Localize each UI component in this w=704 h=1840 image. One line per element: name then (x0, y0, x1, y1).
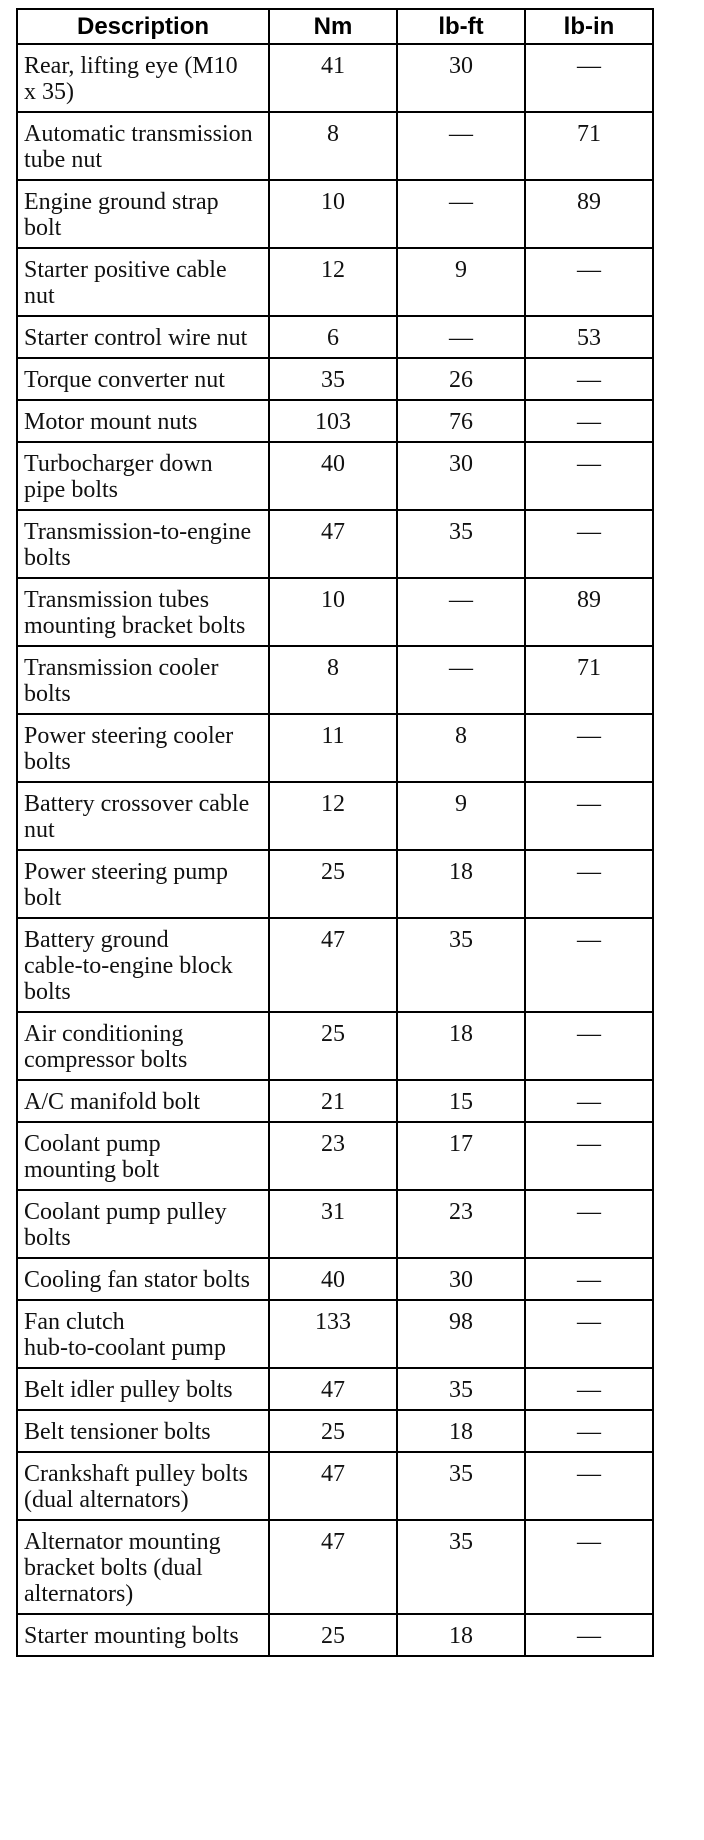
column-header-nm: Nm (269, 9, 397, 44)
nm-cell: 25 (269, 1410, 397, 1452)
description-line: nut (24, 817, 55, 843)
lb-ft-cell: 35 (397, 918, 525, 1012)
lb-in-cell: — (525, 358, 653, 400)
description-line: Coolant pump pulley (24, 1199, 227, 1225)
description-line: Belt tensioner bolts (24, 1419, 211, 1445)
description-cell (17, 714, 269, 782)
lb-ft-cell: 76 (397, 400, 525, 442)
lb-in-cell: 53 (525, 316, 653, 358)
table-row (17, 442, 653, 510)
lb-in-cell: 89 (525, 578, 653, 646)
description-line: Battery ground (24, 927, 169, 953)
nm-cell: 40 (269, 442, 397, 510)
lb-in-cell: — (525, 1122, 653, 1190)
description-line: A/C manifold bolt (24, 1089, 200, 1115)
lb-in-cell: — (525, 442, 653, 510)
nm-cell: 12 (269, 782, 397, 850)
nm-cell: 35 (269, 358, 397, 400)
table-row (17, 248, 653, 316)
lb-in-cell: — (525, 1258, 653, 1300)
description-cell (17, 316, 269, 358)
table-row (17, 1410, 653, 1452)
description-line: compressor bolts (24, 1047, 188, 1073)
lb-ft-cell: — (397, 112, 525, 180)
description-cell (17, 1452, 269, 1520)
description-line: pipe bolts (24, 477, 118, 503)
description-line: bolts (24, 545, 71, 571)
description-line: mounting bracket bolts (24, 613, 246, 639)
nm-cell: 103 (269, 400, 397, 442)
nm-cell: 8 (269, 646, 397, 714)
table-row (17, 1122, 653, 1190)
description-cell (17, 578, 269, 646)
lb-ft-cell: 8 (397, 714, 525, 782)
nm-cell: 25 (269, 1614, 397, 1656)
description-line: bolts (24, 749, 71, 775)
nm-cell: 47 (269, 1368, 397, 1410)
table-row (17, 358, 653, 400)
table-row (17, 850, 653, 918)
table-row (17, 1080, 653, 1122)
lb-in-cell: — (525, 782, 653, 850)
description-line: Rear, lifting eye (M10 (24, 53, 238, 79)
table-row (17, 1520, 653, 1614)
description-cell (17, 44, 269, 112)
lb-in-cell: — (525, 44, 653, 112)
description-line: Power steering pump (24, 859, 228, 885)
description-line: Starter mounting bolts (24, 1623, 239, 1649)
description-line: Fan clutch (24, 1309, 125, 1335)
nm-cell: 6 (269, 316, 397, 358)
nm-cell: 10 (269, 578, 397, 646)
lb-in-cell: — (525, 1300, 653, 1368)
lb-ft-cell: — (397, 646, 525, 714)
description-line: nut (24, 283, 55, 309)
description-cell (17, 646, 269, 714)
description-cell (17, 112, 269, 180)
description-line: Torque converter nut (24, 367, 225, 393)
description-line: tube nut (24, 147, 102, 173)
table-row (17, 112, 653, 180)
lb-ft-cell: 18 (397, 1614, 525, 1656)
description-line: Belt idler pulley bolts (24, 1377, 233, 1403)
lb-in-cell: 89 (525, 180, 653, 248)
lb-ft-cell: 35 (397, 1452, 525, 1520)
lb-ft-cell: 30 (397, 44, 525, 112)
lb-in-cell: — (525, 400, 653, 442)
description-line: Transmission-to-engine (24, 519, 252, 545)
description-line: alternators) (24, 1581, 134, 1607)
description-cell (17, 1122, 269, 1190)
description-line: Power steering cooler (24, 723, 234, 749)
description-cell (17, 1300, 269, 1368)
description-line: (dual alternators) (24, 1487, 189, 1513)
description-line: Battery crossover cable (24, 791, 250, 817)
lb-ft-cell: 23 (397, 1190, 525, 1258)
nm-cell: 41 (269, 44, 397, 112)
lb-ft-cell: — (397, 180, 525, 248)
description-cell (17, 1012, 269, 1080)
lb-ft-cell: — (397, 316, 525, 358)
table-row (17, 714, 653, 782)
lb-in-cell: 71 (525, 646, 653, 714)
table-row (17, 1368, 653, 1410)
description-line: Starter positive cable (24, 257, 227, 283)
description-cell (17, 180, 269, 248)
description-line: hub-to-coolant pump (24, 1335, 226, 1361)
description-cell (17, 1368, 269, 1410)
description-line: Crankshaft pulley bolts (24, 1461, 248, 1487)
description-cell (17, 1258, 269, 1300)
description-cell (17, 510, 269, 578)
nm-cell: 11 (269, 714, 397, 782)
table-row (17, 510, 653, 578)
table-row (17, 782, 653, 850)
nm-cell: 21 (269, 1080, 397, 1122)
lb-ft-cell: 17 (397, 1122, 525, 1190)
description-line: Alternator mounting (24, 1529, 221, 1555)
description-line: bolts (24, 1225, 71, 1251)
table-header-row (17, 9, 653, 44)
description-cell (17, 400, 269, 442)
lb-ft-cell: 30 (397, 1258, 525, 1300)
lb-in-cell: — (525, 1080, 653, 1122)
description-line: Engine ground strap (24, 189, 219, 215)
lb-in-cell: — (525, 1012, 653, 1080)
table-row (17, 1614, 653, 1656)
nm-cell: 8 (269, 112, 397, 180)
lb-ft-cell: 98 (397, 1300, 525, 1368)
lb-in-cell: — (525, 714, 653, 782)
description-line: Turbocharger down (24, 451, 213, 477)
lb-in-cell: — (525, 1520, 653, 1614)
table-row (17, 1452, 653, 1520)
nm-cell: 12 (269, 248, 397, 316)
column-header-description: Description (17, 9, 269, 44)
lb-ft-cell: 15 (397, 1080, 525, 1122)
lb-in-cell: — (525, 850, 653, 918)
nm-cell: 23 (269, 1122, 397, 1190)
nm-cell: 25 (269, 1012, 397, 1080)
table-row (17, 316, 653, 358)
description-line: mounting bolt (24, 1157, 160, 1183)
description-cell (17, 1190, 269, 1258)
nm-cell: 31 (269, 1190, 397, 1258)
description-line: bolts (24, 681, 71, 707)
lb-ft-cell: 9 (397, 782, 525, 850)
lb-ft-cell: 9 (397, 248, 525, 316)
lb-in-cell: — (525, 510, 653, 578)
description-cell (17, 442, 269, 510)
column-header-lb-ft: lb-ft (397, 9, 525, 44)
nm-cell: 133 (269, 1300, 397, 1368)
lb-ft-cell: 30 (397, 442, 525, 510)
description-line: Air conditioning (24, 1021, 184, 1047)
nm-cell: 47 (269, 1452, 397, 1520)
description-line: x 35) (24, 79, 74, 105)
table-row (17, 1190, 653, 1258)
description-line: Coolant pump (24, 1131, 161, 1157)
description-cell (17, 918, 269, 1012)
lb-ft-cell: 26 (397, 358, 525, 400)
description-line: bolt (24, 885, 62, 911)
lb-in-cell: — (525, 248, 653, 316)
lb-ft-cell: 18 (397, 1410, 525, 1452)
table-row (17, 646, 653, 714)
description-line: Cooling fan stator bolts (24, 1267, 250, 1293)
table-body (17, 44, 653, 1656)
description-cell (17, 782, 269, 850)
description-line: Transmission cooler (24, 655, 219, 681)
nm-cell: 47 (269, 1520, 397, 1614)
lb-in-cell: — (525, 1452, 653, 1520)
description-cell (17, 358, 269, 400)
description-line: Motor mount nuts (24, 409, 198, 435)
lb-in-cell: — (525, 918, 653, 1012)
nm-cell: 40 (269, 1258, 397, 1300)
nm-cell: 25 (269, 850, 397, 918)
table-row (17, 1300, 653, 1368)
torque-spec-table (16, 8, 654, 1657)
lb-in-cell: — (525, 1368, 653, 1410)
lb-ft-cell: — (397, 578, 525, 646)
nm-cell: 47 (269, 510, 397, 578)
description-line: Starter control wire nut (24, 325, 248, 351)
nm-cell: 47 (269, 918, 397, 1012)
lb-in-cell: — (525, 1190, 653, 1258)
description-line: bracket bolts (dual (24, 1555, 203, 1581)
column-header-lb-in: lb-in (525, 9, 653, 44)
description-line: Automatic transmission (24, 121, 253, 147)
table-row (17, 180, 653, 248)
table-row (17, 918, 653, 1012)
table-row (17, 400, 653, 442)
description-line: cable-to-engine block (24, 953, 233, 979)
lb-ft-cell: 18 (397, 850, 525, 918)
description-cell (17, 1614, 269, 1656)
lb-in-cell: — (525, 1410, 653, 1452)
description-line: Transmission tubes (24, 587, 210, 613)
description-line: bolts (24, 979, 71, 1005)
lb-ft-cell: 18 (397, 1012, 525, 1080)
lb-in-cell: 71 (525, 112, 653, 180)
description-line: bolt (24, 215, 62, 241)
description-cell (17, 1410, 269, 1452)
table-row (17, 578, 653, 646)
description-cell (17, 850, 269, 918)
lb-ft-cell: 35 (397, 510, 525, 578)
nm-cell: 10 (269, 180, 397, 248)
table-row (17, 44, 653, 112)
description-cell (17, 1080, 269, 1122)
lb-ft-cell: 35 (397, 1368, 525, 1410)
description-cell (17, 1520, 269, 1614)
lb-in-cell: — (525, 1614, 653, 1656)
table-row (17, 1258, 653, 1300)
description-cell (17, 248, 269, 316)
table-row (17, 1012, 653, 1080)
lb-ft-cell: 35 (397, 1520, 525, 1614)
